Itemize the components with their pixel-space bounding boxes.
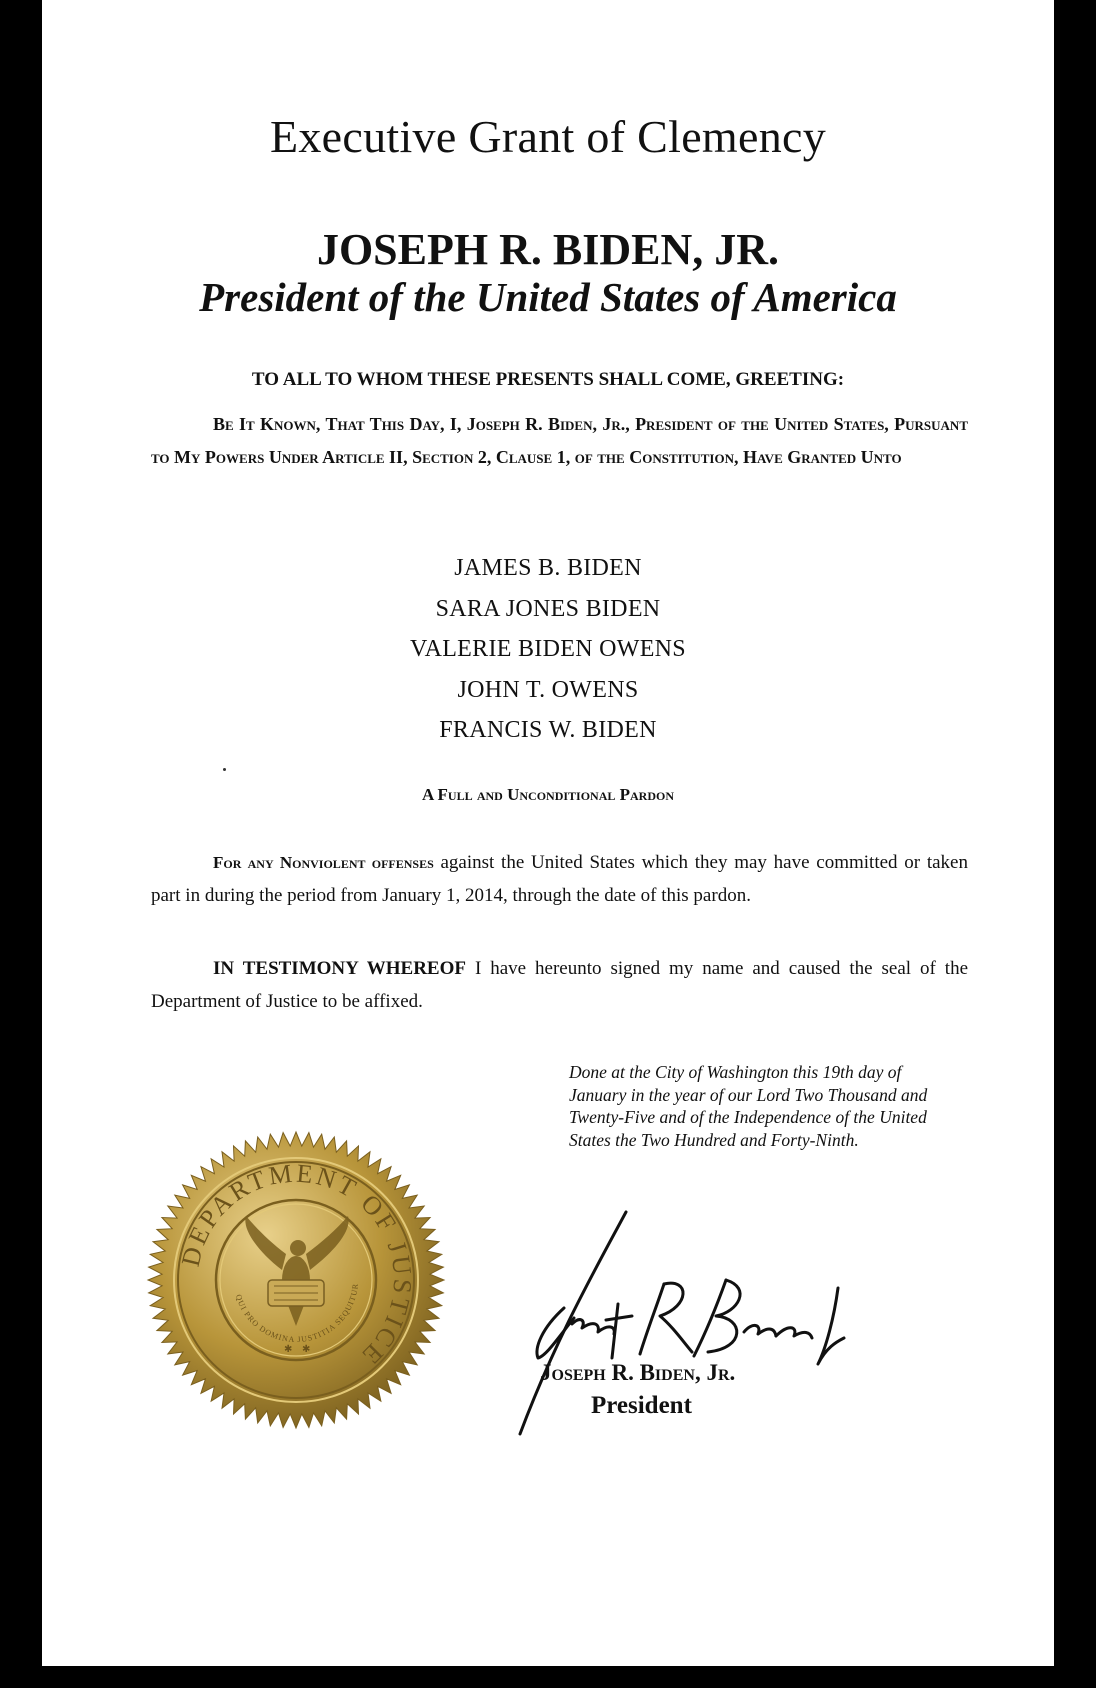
president-title: President of the United States of America xyxy=(199,274,897,320)
testimony-lead: IN TESTIMONY WHEREOF xyxy=(213,958,466,979)
testimony-paragraph xyxy=(151,952,968,1018)
seal-ring-text: DEPARTMENT OF JUSTICE xyxy=(175,1158,418,1372)
signer-name: Joseph R. Biden, Jr. xyxy=(540,1360,736,1385)
president-name: JOSEPH R. BIDEN, JR. xyxy=(316,225,780,274)
grantee-name: JOHN T. OWENS xyxy=(457,676,639,703)
document-title: Executive Grant of Clemency xyxy=(269,111,827,162)
done-at-statement: Done at the City of Washington this 19th day of January in the year of our Lord Two Thousand and Twenty-Five and of the Independence of the United States the Two Hundred and Forty-Ninth. xyxy=(569,1062,928,1150)
document-page xyxy=(42,0,1054,1666)
be-it-known-paragraph: Be It Known, That This Day, I, Joseph R. Biden, Jr., President of the United States, Pursuant to My Powers Under Article II, Section 2, Clause 1, of the Constitution, Have Granted Unto xyxy=(151,414,968,467)
testimony-text: I have hereunto signed my name and caused the seal of the Department of Justice to be affixed. xyxy=(151,958,969,1012)
seal-inner-text: QUI PRO DOMINA JUSTITIA SEQUITUR xyxy=(233,1282,360,1345)
greeting: TO ALL TO WHOM THESE PRESENTS SHALL COME, GREETING: xyxy=(251,369,845,390)
paper-speck xyxy=(223,768,226,771)
offenses-text: against the United States which they may have committed or taken part in during the period from January 1, 2014, through the date of this pardon. xyxy=(151,852,968,906)
grantee-list xyxy=(42,548,1054,751)
svg-text:✱: ✱ xyxy=(284,1344,293,1355)
grantee-name: SARA JONES BIDEN xyxy=(435,595,661,622)
grantee-name: VALERIE BIDEN OWENS xyxy=(410,636,686,662)
signer-title: President xyxy=(591,1392,692,1419)
grantee-name: JAMES B. BIDEN xyxy=(454,555,642,581)
svg-text:✱: ✱ xyxy=(302,1344,311,1355)
offenses-paragraph xyxy=(151,846,968,912)
grantee-name: FRANCIS W. BIDEN xyxy=(439,717,657,743)
offenses-lead: For any Nonviolent offenses xyxy=(213,853,434,872)
pardon-type: A Full and Unconditional Pardon xyxy=(421,785,675,804)
doj-seal-icon xyxy=(146,1130,446,1430)
